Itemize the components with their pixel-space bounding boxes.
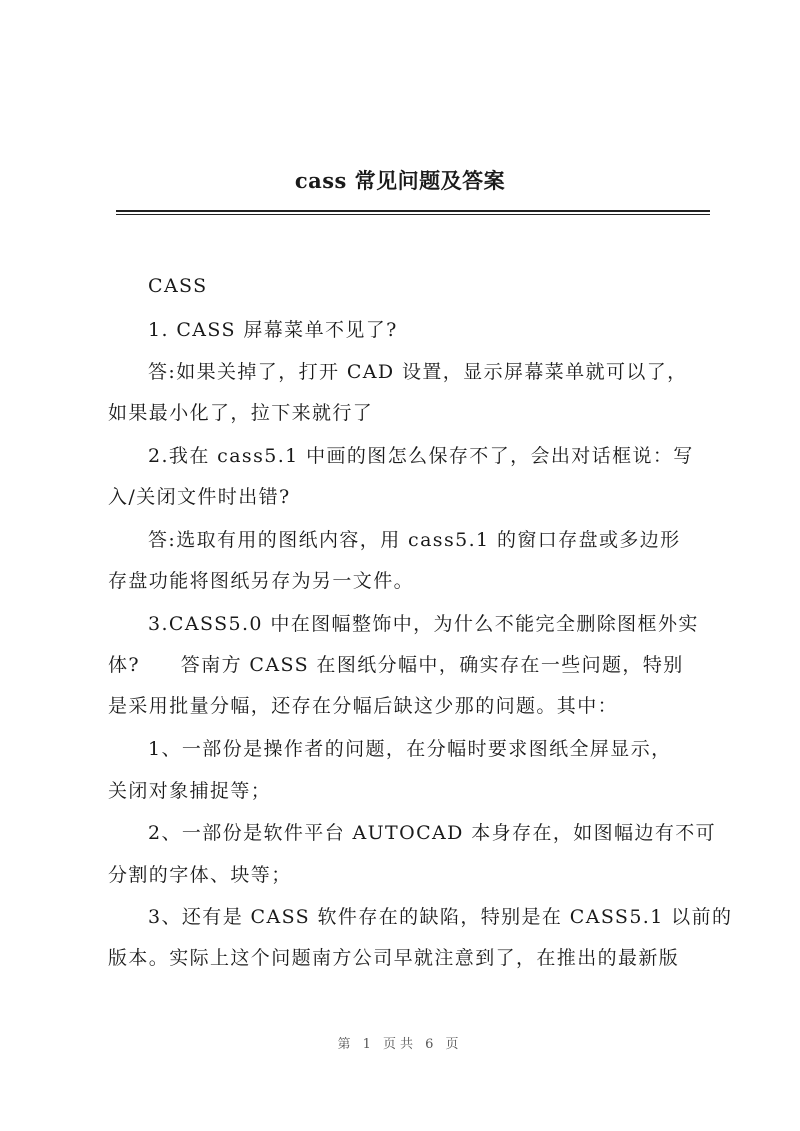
- paragraph-line: 是采用批量分幅，还存在分幅后缺这少那的问题。其中：: [108, 695, 619, 717]
- document-title: cass 常见问题及答案: [294, 168, 506, 193]
- paragraph-line: CASS: [148, 275, 208, 297]
- paragraph-line: 2、一部份是软件平台 AUTOCAD 本身存在，如图幅边有不可: [148, 822, 717, 844]
- paragraph-line: 3、还有是 CASS 软件存在的缺陷，特别是在 CASS5.1 以前的: [148, 906, 733, 928]
- paragraph-line: 1、一部份是操作者的问题，在分幅时要求图纸全屏显示，: [148, 738, 672, 760]
- page-number-footer: 第 1 页共 6 页: [337, 1037, 463, 1052]
- paragraph-line: 关闭对象捕捉等；: [108, 780, 272, 802]
- paragraph-line: 体? 答南方 CASS 在图纸分幅中，确实存在一些问题，特别: [108, 654, 684, 676]
- title-rule-thin: [116, 214, 710, 215]
- paragraph-line: 存盘功能将图纸另存为另一文件。: [108, 570, 415, 592]
- paragraph-line: 1. CASS 屏幕菜单不见了?: [148, 319, 398, 341]
- title-rule-thick: [116, 210, 710, 212]
- paragraph-line: 答:如果关掉了，打开 CAD 设置，显示屏幕菜单就可以了，: [148, 361, 688, 383]
- paragraph-line: 2.我在 cass5.1 中画的图怎么保存不了，会出对话框说：写: [148, 445, 694, 467]
- paragraph-line: 答:选取有用的图纸内容，用 cass5.1 的窗口存盘或多边形: [148, 529, 681, 551]
- paragraph-line: 分割的字体、块等；: [108, 864, 292, 886]
- paragraph-line: 3.CASS5.0 中在图幅整饰中，为什么不能完全删除图框外实: [148, 613, 699, 635]
- paragraph-line: 入/关闭文件时出错?: [108, 486, 291, 508]
- paragraph-line: 版本。实际上这个问题南方公司早就注意到了，在推出的最新版: [108, 947, 680, 969]
- paragraph-line: 如果最小化了，拉下来就行了: [108, 402, 374, 424]
